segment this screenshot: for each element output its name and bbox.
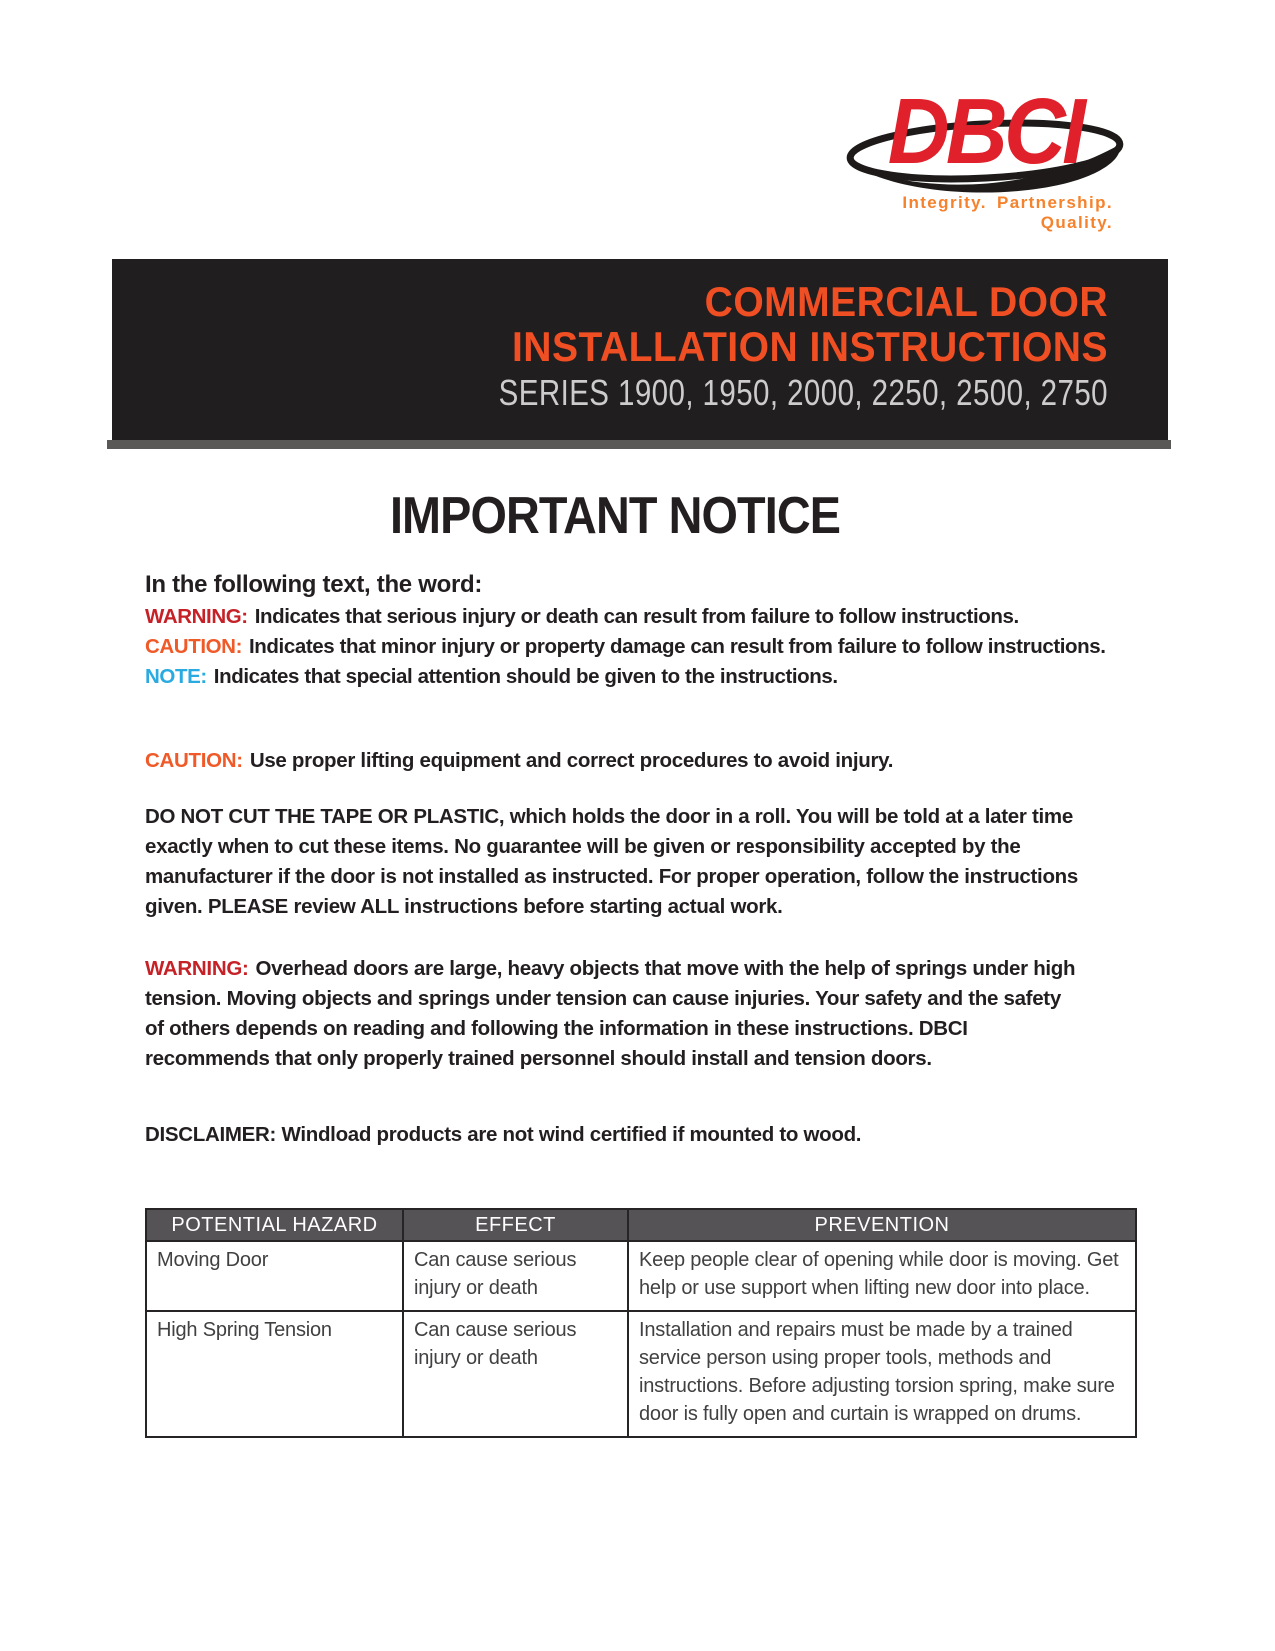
warning-term: WARNING:	[145, 605, 248, 628]
banner-line-1: COMMERCIAL DOOR	[704, 278, 1108, 325]
hazard-table	[145, 1208, 1137, 1438]
banner-series-list: SERIES 1900, 1950, 2000, 2250, 2500, 2750	[498, 372, 1108, 413]
effect-cell: Can cause serious injury or death	[403, 1241, 628, 1311]
warning-paragraph	[145, 954, 1085, 1074]
caution-term: CAUTION:	[145, 635, 243, 658]
title-banner	[112, 259, 1168, 440]
banner-bottom-strip	[107, 440, 1171, 449]
table-row	[146, 1311, 1136, 1437]
prevention-cell: Keep people clear of opening while door is moving. Get help or use support when lifting new door into place.	[628, 1241, 1136, 1311]
caution-paragraph-text: Use proper lifting equipment and correct procedures to avoid injury.	[249, 749, 894, 772]
caution-paragraph-term: CAUTION:	[145, 749, 243, 772]
caution-paragraph	[145, 746, 1085, 776]
notice-body	[145, 570, 1106, 1150]
dbci-swoosh-logo-icon	[833, 75, 1135, 193]
header-potential-hazard: POTENTIAL HAZARD	[146, 1209, 403, 1241]
warning-definition-text: Indicates that serious injury or death can result from failure to follow instructions.	[254, 605, 1019, 628]
definition-caution	[145, 632, 1106, 662]
logo-tagline: Integrity. Partnership. Quality.	[902, 193, 1113, 232]
header-effect: EFFECT	[403, 1209, 628, 1241]
dbci-logo	[833, 75, 1135, 232]
note-definition-text: Indicates that special attention should be given to the instructions.	[213, 665, 838, 688]
tape-paragraph: DO NOT CUT THE TAPE OR PLASTIC, which holds the door in a roll. You will be told at a later time exactly when to cut these items. No guarantee will be given or responsibility accepted by the manufacturer if the door is not installed as instructed. For proper operation, follow the instructions given. PLEASE review ALL instructions before starting actual work.	[145, 805, 1078, 918]
warning-paragraph-term: WARNING:	[145, 957, 249, 980]
hazard-cell: High Spring Tension	[146, 1311, 403, 1437]
table-row	[146, 1241, 1136, 1311]
hazard-cell: Moving Door	[146, 1241, 403, 1311]
warning-paragraph-text: Overhead doors are large, heavy objects that move with the help of springs under high tension. Moving objects and springs under tension can cause injuries. Your safety and the safety of others depends on reading and following the information in these instructions. DBCI recommends that only properly trained personnel should install and tension doors.	[145, 957, 1076, 1070]
banner-line-2: INSTALLATION INSTRUCTIONS	[511, 323, 1108, 370]
disclaimer-line: DISCLAIMER: Windload products are not wind certified if mounted to wood.	[145, 1123, 862, 1146]
page-title: IMPORTANT NOTICE	[389, 487, 841, 545]
table-header-row	[146, 1209, 1136, 1241]
definition-warning	[145, 602, 1085, 632]
caution-definition-text: Indicates that minor injury or property damage can result from failure to follow instructions.	[249, 635, 1106, 658]
intro-heading: In the following text, the word:	[145, 571, 483, 598]
dbci-wordmark: DBCI	[887, 78, 1083, 183]
note-term: NOTE:	[145, 665, 207, 688]
prevention-cell: Installation and repairs must be made by a trained service person using proper tools, methods and instructions. Before adjusting torsion spring, make sure door is fully open and curtain is wrapped on drums.	[628, 1311, 1136, 1437]
definition-note	[145, 662, 1085, 692]
header-prevention: PREVENTION	[628, 1209, 1136, 1241]
effect-cell: Can cause serious injury or death	[403, 1311, 628, 1437]
